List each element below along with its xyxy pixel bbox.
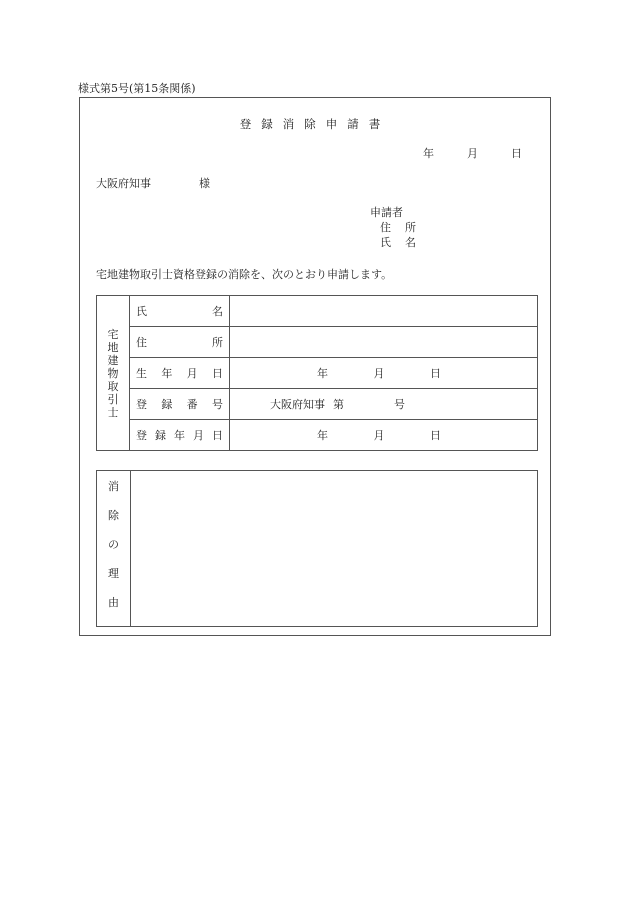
info-side-header xyxy=(97,296,130,451)
label-char: 号 xyxy=(211,398,223,411)
label-char: 番 xyxy=(186,398,198,411)
label-char: 氏 xyxy=(136,305,147,318)
label-char: 録 xyxy=(155,429,166,442)
applicant-heading: 申請者 xyxy=(370,206,403,219)
label-char: 月 xyxy=(186,367,198,380)
applicant-block xyxy=(370,205,416,250)
applicant-address-a: 住 xyxy=(380,221,391,234)
addressee xyxy=(96,175,210,191)
reason-field[interactable] xyxy=(131,471,538,627)
reason-char: の xyxy=(108,538,119,551)
registered-month: 月 xyxy=(373,429,385,442)
name-field[interactable] xyxy=(230,296,538,327)
label-char: 日 xyxy=(212,429,223,442)
registration-prefix: 第 xyxy=(333,398,344,411)
reason-char: 除 xyxy=(108,509,119,522)
date-day: 日 xyxy=(511,147,522,160)
label-char: 年 xyxy=(174,429,185,442)
label-char: 録 xyxy=(161,398,173,411)
info-side-header-text: 宅地建物取引士 xyxy=(107,327,119,419)
reason-char: 由 xyxy=(108,596,119,609)
birth-month: 月 xyxy=(373,367,385,380)
date-month: 月 xyxy=(467,147,478,160)
form-frame xyxy=(79,97,551,636)
form-number: 様式第5号(第15条関係) xyxy=(78,82,196,95)
applicant-name-a: 氏 xyxy=(380,236,391,249)
birth-day: 日 xyxy=(430,367,441,380)
birth-year: 年 xyxy=(317,367,328,380)
date-line xyxy=(423,145,522,161)
form-title: 登録消除申請書 xyxy=(239,117,391,131)
addressee-name: 大阪府知事 xyxy=(96,177,151,190)
addressee-suffix: 様 xyxy=(199,177,210,190)
registration-authority: 大阪府知事 xyxy=(270,398,325,411)
address-field[interactable] xyxy=(230,327,538,358)
registration-number-field[interactable] xyxy=(230,389,538,420)
label-char: 月 xyxy=(193,429,204,442)
label-birthdate xyxy=(130,358,230,389)
label-address xyxy=(130,327,230,358)
applicant-address-label xyxy=(370,220,416,235)
registration-suffix: 号 xyxy=(394,398,405,411)
label-name xyxy=(130,296,230,327)
label-char: 生 xyxy=(136,367,147,380)
label-char: 登 xyxy=(136,429,147,442)
label-char: 登 xyxy=(136,398,147,411)
reason-table xyxy=(96,470,538,627)
applicant-name-b: 名 xyxy=(405,236,416,249)
label-char: 年 xyxy=(161,367,173,380)
date-year: 年 xyxy=(423,147,434,160)
label-registration-number xyxy=(130,389,230,420)
label-registration-date xyxy=(130,420,230,451)
label-char: 所 xyxy=(212,336,223,349)
registered-year: 年 xyxy=(317,429,328,442)
info-table xyxy=(96,295,538,451)
birthdate-field[interactable] xyxy=(230,358,538,389)
label-char: 住 xyxy=(136,336,147,349)
label-char: 日 xyxy=(211,367,223,380)
label-char: 名 xyxy=(212,305,223,318)
registration-date-field[interactable] xyxy=(230,420,538,451)
reason-char: 消 xyxy=(108,480,119,493)
statement: 宅地建物取引士資格登録の消除を、次のとおり申請します。 xyxy=(96,268,393,281)
reason-char: 理 xyxy=(108,567,119,580)
applicant-address-b: 所 xyxy=(405,221,416,234)
registered-day: 日 xyxy=(430,429,441,442)
reason-header xyxy=(97,471,131,627)
applicant-name-label xyxy=(370,235,416,250)
